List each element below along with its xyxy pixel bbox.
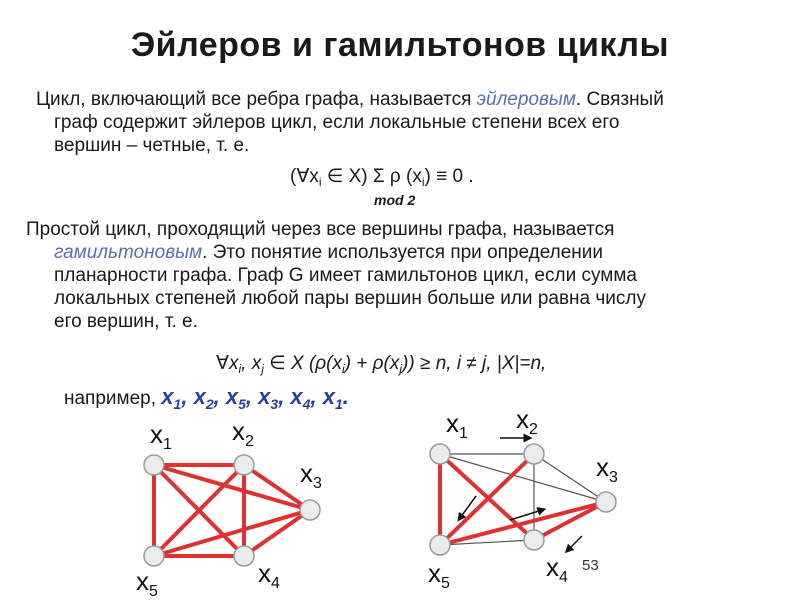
- seq-sub: 1: [173, 396, 182, 412]
- node: [144, 546, 164, 566]
- graph-left-edges: [154, 465, 310, 556]
- graph-right: [420, 410, 660, 600]
- example-prefix: например,: [64, 388, 162, 409]
- mod-label: mod 2: [374, 192, 416, 208]
- euler-line-1: [36, 88, 664, 111]
- node-label: $x_3$: [596, 452, 618, 486]
- seq-var: x: [193, 384, 206, 409]
- formula-sub: i: [421, 175, 425, 189]
- formula-part: ) ≡ 0 .: [424, 166, 474, 187]
- formula-part: ∀x: [216, 353, 239, 374]
- formula-part: ∈ X (ρ(x: [263, 353, 343, 374]
- seq-sep: ,: [278, 384, 291, 409]
- formula-part: ∈ X) Σ ρ (x: [321, 166, 422, 187]
- formula-sub: i: [342, 362, 345, 376]
- seq-sep: ,: [245, 384, 259, 409]
- seq-var: x: [322, 384, 335, 409]
- node: [524, 530, 544, 550]
- seq-sub: 4: [302, 396, 311, 412]
- example-line: [64, 384, 349, 412]
- example-sequence: [161, 384, 349, 412]
- node-label: $x_2$: [516, 410, 538, 438]
- hamilton-term: гамильтоновым: [54, 242, 203, 263]
- hamilton-line-1: Простой цикл, проходящий через все вершины графа, называется: [26, 219, 615, 240]
- seq-sub: 2: [205, 396, 214, 412]
- seq-sub: 5: [238, 396, 246, 412]
- formula-sub: j: [399, 362, 403, 376]
- node-label: $x_3$: [300, 458, 322, 492]
- euler-formula: [290, 165, 474, 189]
- formula-sub: i: [238, 362, 242, 376]
- euler-line-2: граф содержит эйлеров цикл, если локальные степени всех его: [54, 112, 620, 133]
- hamilton-line-4: локальных степеней любой пары вершин больше или равна числу: [54, 288, 646, 309]
- euler-line-3: вершин – четные, т. е.: [54, 135, 250, 156]
- euler-term: эйлеровым: [476, 89, 576, 110]
- seq-var: x: [290, 384, 303, 409]
- node: [524, 444, 544, 464]
- node: [430, 535, 450, 555]
- seq-var: x: [225, 384, 239, 409]
- hamilton-text-2: . Это понятие используется при определении: [202, 242, 604, 263]
- euler-text-1: Цикл, включающий все ребра графа, называется: [36, 89, 477, 110]
- hamilton-line-2: [54, 241, 603, 264]
- euler-text-1b: . Связный: [575, 89, 664, 110]
- edge: [244, 510, 310, 556]
- seq-sub: 1: [334, 396, 343, 412]
- node: [234, 546, 254, 566]
- node: [300, 500, 320, 520]
- node-label: $x_4$: [546, 552, 568, 586]
- formula-part: )) ≥ n, i ≠ j, |X|=n,: [402, 353, 547, 374]
- hamilton-line-3: планарности графа. Граф G имеет гамильтонов цикл, если сумма: [54, 265, 637, 286]
- edge: [534, 502, 606, 540]
- seq-sub: 3: [270, 396, 279, 412]
- node-label: $x_4$: [258, 558, 280, 592]
- node-label: $x_1$: [446, 410, 468, 442]
- corner-number: 53: [582, 557, 599, 574]
- seq-sep: ,: [310, 384, 323, 409]
- hamilton-formula: [216, 352, 546, 376]
- formula-part: (∀x: [290, 166, 319, 187]
- seq-var: x: [258, 384, 271, 409]
- formula-sub: j: [261, 362, 264, 376]
- node: [596, 492, 616, 512]
- arrow: [568, 536, 582, 550]
- seq-sep: .: [342, 384, 349, 409]
- formula-part: , x: [241, 353, 262, 374]
- node: [144, 455, 164, 475]
- node: [234, 455, 254, 475]
- page-title: Эйлеров и гамильтонов циклы: [130, 26, 669, 64]
- node-label: $x_1$: [150, 419, 172, 453]
- graph-left: [110, 410, 470, 610]
- seq-var: x: [161, 384, 174, 409]
- node-label: $x_5$: [136, 566, 158, 600]
- node-label: $x_5$: [428, 558, 450, 592]
- formula-sub: i: [318, 175, 322, 189]
- node: [430, 444, 450, 464]
- seq-sep: ,: [213, 384, 226, 409]
- formula-part: ) + ρ(x: [344, 353, 400, 374]
- seq-sep: ,: [181, 384, 194, 409]
- node-label: $x_2$: [232, 416, 254, 450]
- hamilton-line-5: его вершин, т. е.: [54, 311, 198, 332]
- graph-right-cycle-edges: [440, 454, 606, 545]
